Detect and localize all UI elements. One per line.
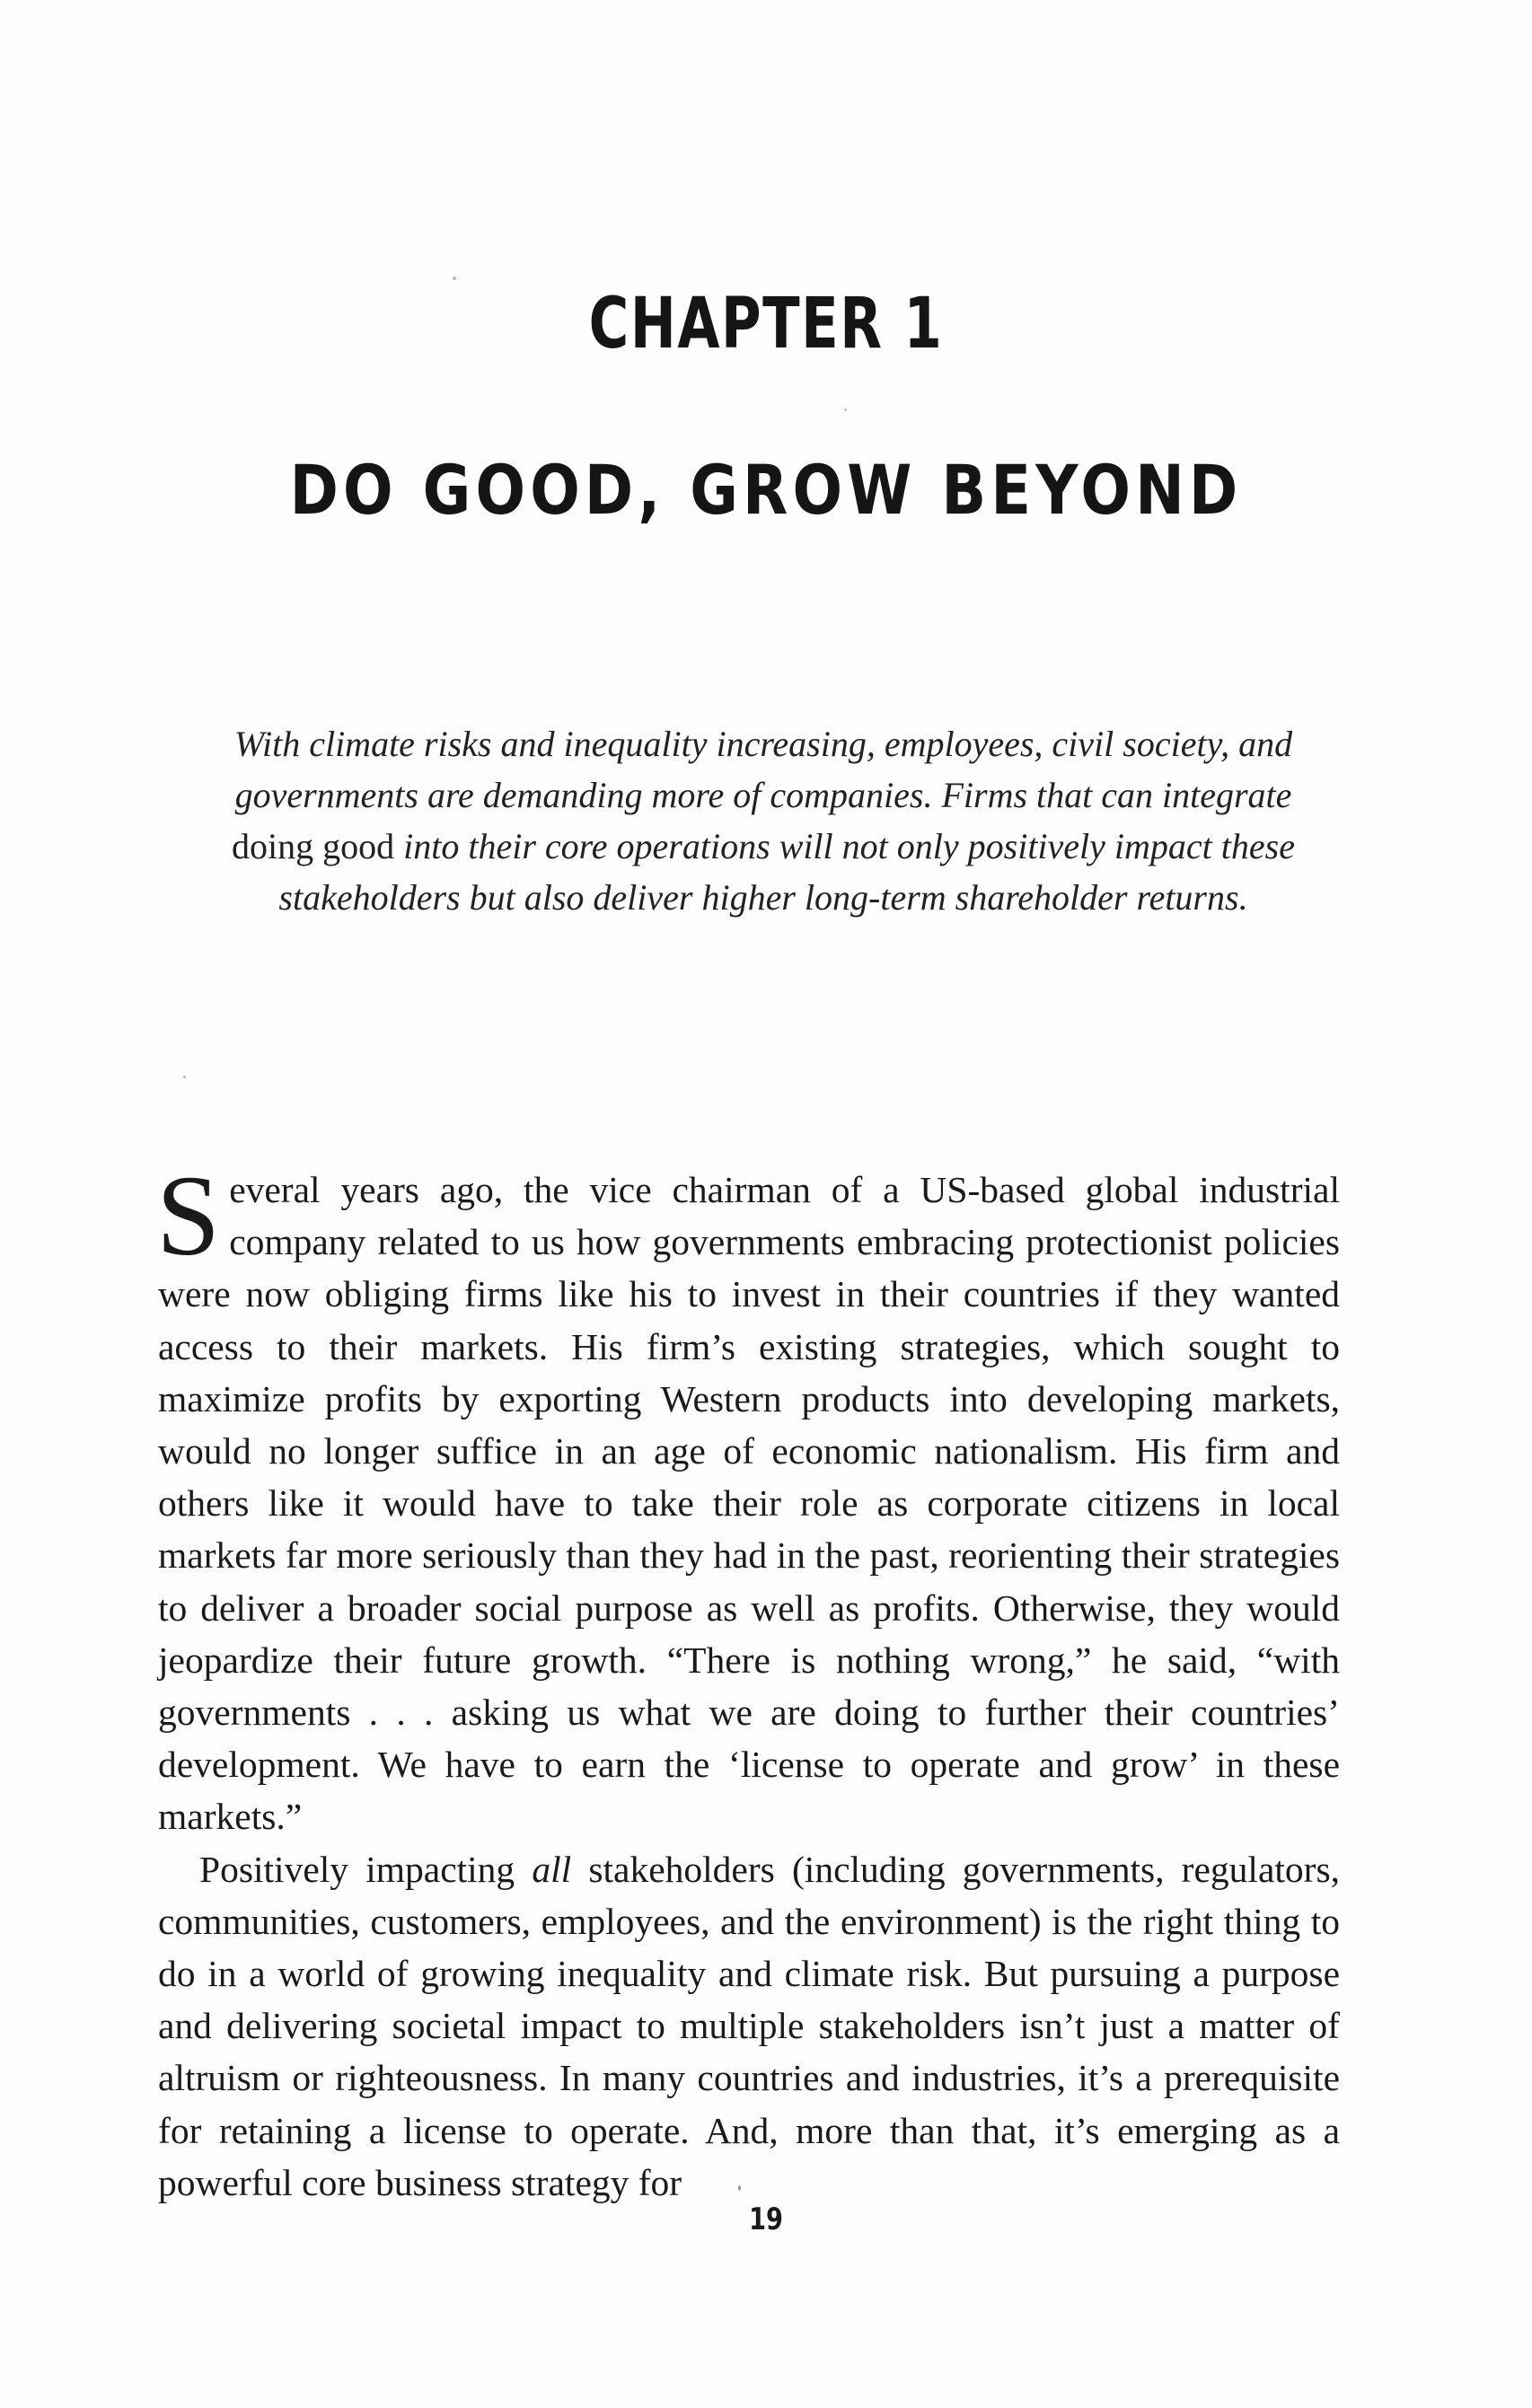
scan-speck bbox=[453, 277, 456, 280]
chapter-title: DO GOOD, GROW BEYOND bbox=[289, 450, 1243, 530]
scan-speck bbox=[183, 1076, 186, 1078]
drop-cap: S bbox=[156, 1152, 221, 1279]
scan-speck bbox=[738, 2185, 741, 2191]
chapter-epigraph bbox=[207, 718, 1320, 923]
paragraph-2 bbox=[158, 1843, 1340, 2209]
paragraph-2-rest: stakeholders (including governments, regulators, communities, customers, employees, and the environment) is the right thing to do in a world of growing inequality and climate risk. But pursuing a purpose and delivering societal impact to multiple stakeholders isn’t just a matter of altruism or righteousness. In many countries and industries, it’s a prerequisite for retaining a license to operate. And, more than that, it’s emerging as a powerful core business strategy for bbox=[158, 1848, 1340, 2203]
paragraph-2-italic: all bbox=[532, 1848, 572, 1890]
chapter-number: CHAPTER 1 bbox=[588, 284, 944, 365]
epigraph-emphasis: doing good bbox=[232, 826, 395, 866]
page-number: 19 bbox=[749, 2201, 783, 2237]
epigraph-text-1: With climate risks and inequality increasing, employees, civil society, and governments are demanding more of companies. Firms that can integrate bbox=[233, 724, 1293, 815]
epigraph-text-2: into their core operations will not only positively impact these stakeholders but also deliver higher long-term shareholder returns. bbox=[278, 826, 1295, 918]
scan-speck bbox=[844, 409, 847, 411]
paragraph-1-text: everal years ago, the vice chairman of a US-based global industrial company related to us how governments embracing protectionist policies were now obliging firms like his to invest in their countries if they wanted access to their markets. His firm’s existing strategies, which sought to maximize profits by exporting Western products into developing markets, would no longer suffice in an age of economic nationalism. His firm and others like it would have to take their role as corporate citizens in local markets far more seriously than they had in the past, reorienting their strategies to deliver a broader social purpose as well as profits. Otherwise, they would jeopardize their future growth. “There is nothing wrong,” he said, “with governments . . . asking us what we are doing to further their countries’ development. We have to earn the ‘license to operate and grow’ in these markets.” bbox=[158, 1169, 1340, 1838]
paragraph-2-start: Positively impacting bbox=[199, 1848, 533, 1890]
body-text bbox=[156, 1152, 1340, 2209]
paragraph-1 bbox=[156, 1152, 1340, 1843]
